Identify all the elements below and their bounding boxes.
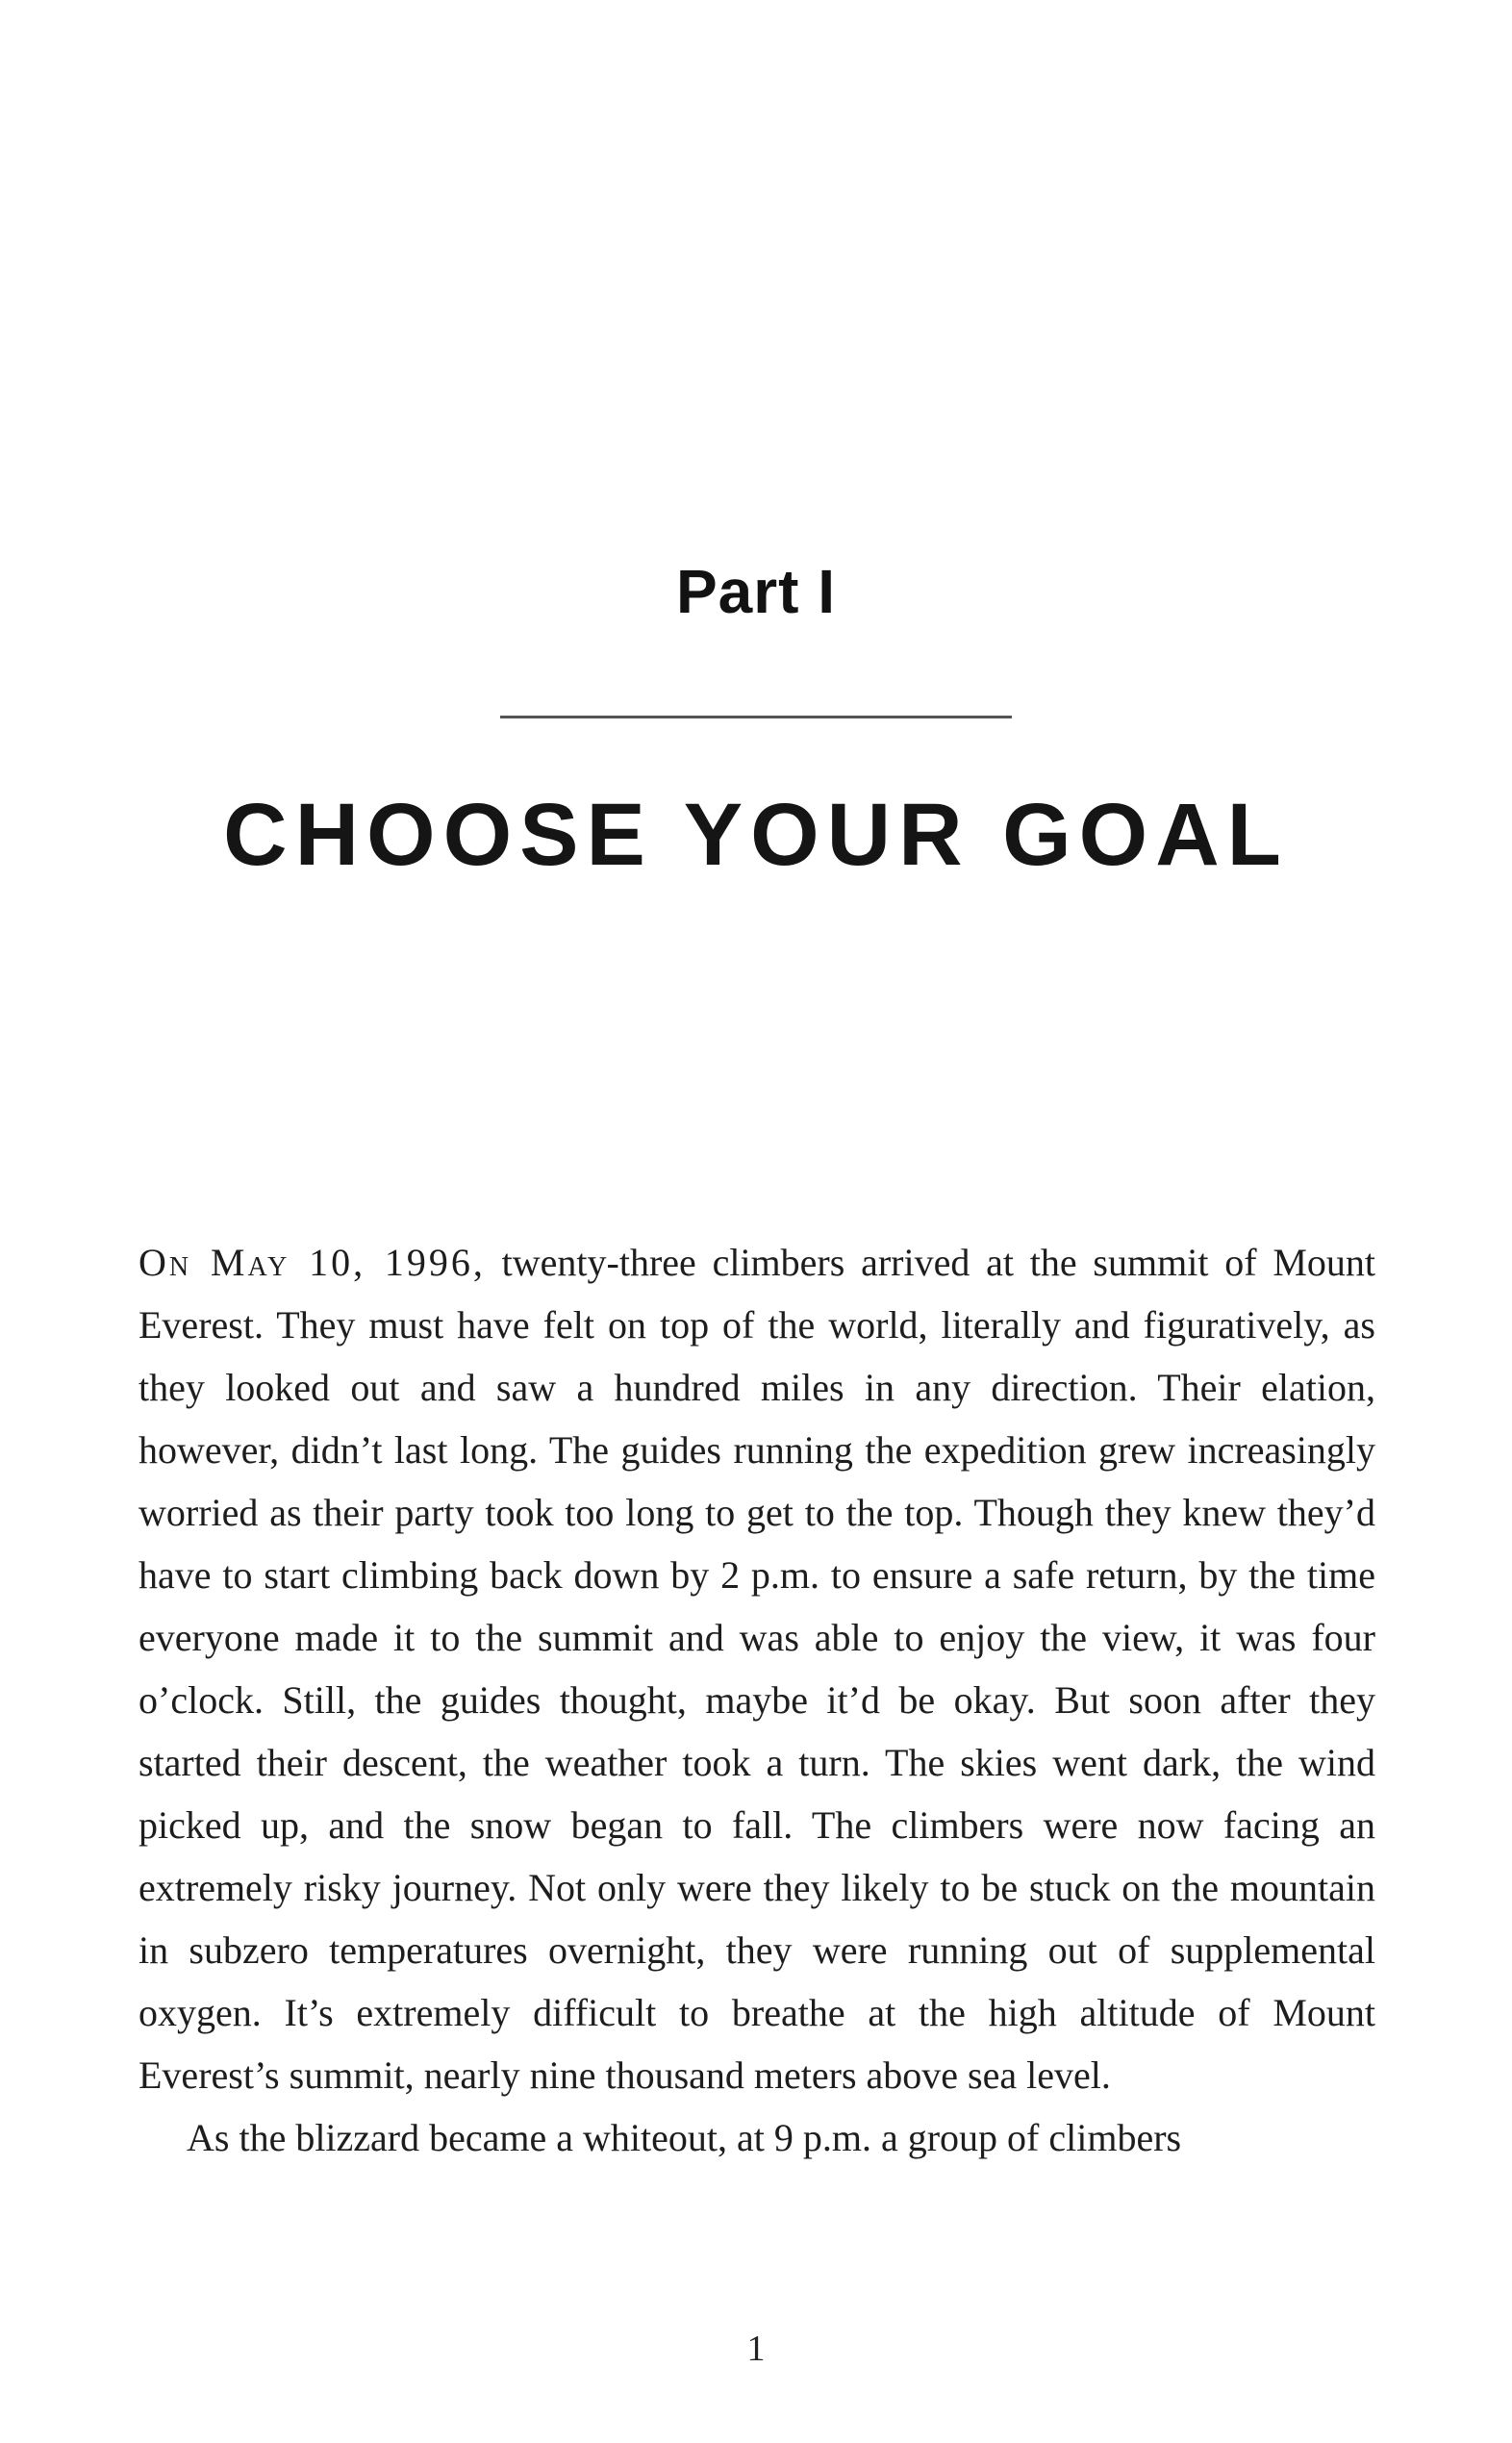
page-number: 1 — [746, 2329, 766, 2369]
paragraph-1-text: twenty-three climbers arrived at the summit of Mount Everest. They must have felt on top of the world, literally and figuratively, as they looked out and saw a hundred miles in any direction. Their elation, however, didn’t last long. The guides running the expedition grew increasingly worried as their party took too long to get to the top. Though they knew they’d have to start climbing back down by 2 p.m. to ensure a safe return, by the time everyone made it to the summit and was able to enjoy the view, it was four o’clock. Still, the guides thought, maybe it’d be okay. But soon after they started their descent, the weather took a turn. The skies went dark, the wind picked up, and the snow began to fall. The climbers were now facing an extremely risky journey. Not only were they likely to be stuck on the mountain in subzero temperatures overnight, they were running out of supplemental oxygen. It’s extremely difficult to breathe at the high altitude of Mount Everest’s summit, nearly nine thousand meters above sea level. — [139, 1241, 1375, 2097]
small-caps-lead: On May 10, 1996, — [139, 1241, 486, 1284]
part-label: Part I — [675, 557, 837, 626]
body-text — [139, 1231, 1375, 2169]
paragraph-1 — [139, 1231, 1375, 2106]
section-divider-rule — [500, 716, 1012, 718]
paragraph-2: As the blizzard became a whiteout, at 9 p.m. a group of climbers — [187, 2116, 1182, 2159]
chapter-title: CHOOSE YOUR GOAL — [223, 786, 1289, 884]
